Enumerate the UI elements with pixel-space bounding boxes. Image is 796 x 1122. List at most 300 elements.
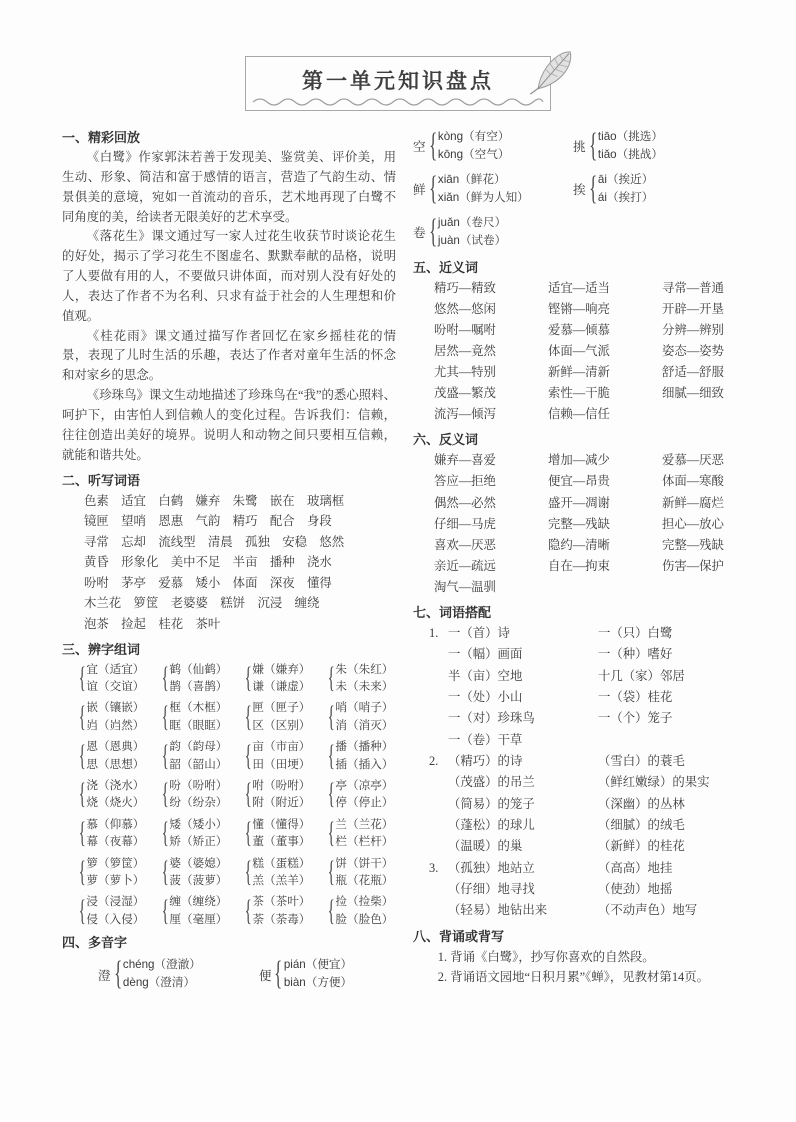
bianzi-word: 思（思想） <box>86 757 145 771</box>
recite-item: 1. 背诵《白鹭》，抄写你喜欢的自然段。 <box>437 949 655 964</box>
bianzi-pair <box>163 777 246 812</box>
left-brace-icon: { <box>327 854 335 888</box>
left-brace-icon: { <box>78 777 86 811</box>
bianzi-pair <box>163 661 246 696</box>
antonym-pair: 担心—放心 <box>662 516 724 531</box>
left-brace-icon: { <box>588 126 597 164</box>
bianzi-pair <box>246 816 329 851</box>
bianzi-word: 停（停止） <box>335 796 394 810</box>
bianzi-pair-words <box>169 855 227 890</box>
synonym-pair: 开辟—开垦 <box>662 301 724 316</box>
duoyin-char: 澄 <box>98 968 111 983</box>
collocation-row <box>429 687 772 708</box>
antonym-line <box>434 471 772 492</box>
bianzi-pair-words <box>169 777 227 812</box>
bianzi-word: 浸（浸湿） <box>86 895 145 909</box>
duoyin-readings <box>598 171 653 207</box>
bianzi-pair <box>246 738 329 773</box>
title-area <box>0 0 796 111</box>
bianzi-word: 慕（仰慕） <box>86 817 145 831</box>
synonym-pair: 姿态—姿势 <box>662 344 724 359</box>
synonym-line <box>434 383 772 404</box>
collocation-item: （轻易）地钻出来 <box>448 903 548 918</box>
collocation-item: （蓬松）的球儿 <box>448 817 535 832</box>
duoyin-reading: ái（挨打） <box>597 190 654 204</box>
synonym-pair: 寻常—普通 <box>662 280 724 295</box>
collocation-number: 1. <box>429 625 439 640</box>
duoyin-reading: tiǎo（挑战） <box>597 147 663 161</box>
duoyin-reading: kòng（有空） <box>437 130 510 143</box>
bianzi-pair-words <box>335 777 393 812</box>
section-heading-synonyms: 五、近义词 <box>413 259 479 275</box>
bianzi-pair <box>80 738 163 773</box>
antonym-pair: 亲近—疏远 <box>434 558 496 573</box>
collocation-item: 一（卷）干草 <box>448 732 523 747</box>
synonym-pair: 流泻—倾泻 <box>434 407 496 422</box>
antonym-pair: 淘气—温驯 <box>434 579 496 594</box>
duoyin-left <box>98 956 396 992</box>
antonym-line <box>434 556 772 577</box>
collocation-row <box>429 900 772 921</box>
wavy-underline <box>252 97 544 107</box>
duoyin-item <box>573 171 733 207</box>
collocation-item: （不动声色）地写 <box>598 903 698 918</box>
antonym-line <box>434 450 772 471</box>
left-brace-icon: { <box>244 854 252 888</box>
bianzi-word: 捡（捡柴） <box>335 895 394 909</box>
bianzi-word: 羔（羔羊） <box>252 873 311 887</box>
left-brace-icon: { <box>78 893 86 927</box>
bianzi-word: 播（播种） <box>335 740 394 754</box>
bianzi-pair <box>163 893 246 928</box>
bianzi-word: 韵（韵母） <box>169 740 228 754</box>
antonym-pair: 答应—拒绝 <box>434 474 496 489</box>
bianzi-row <box>80 661 396 696</box>
collocation-row <box>429 666 772 687</box>
antonym-pair: 仔细—马虎 <box>434 516 496 531</box>
duoyin-right <box>413 128 772 250</box>
antonym-pair: 嫌弃—喜爱 <box>434 453 496 468</box>
left-brace-icon: { <box>428 126 437 164</box>
left-brace-icon: { <box>78 854 86 888</box>
collocation-item: （精巧）的诗 <box>448 753 523 768</box>
section-heading-duoyin: 四、多音字 <box>62 935 128 951</box>
collocation-row <box>429 772 772 793</box>
bianzi-row <box>80 777 396 812</box>
left-brace-icon: { <box>161 893 169 927</box>
collocation-number <box>429 644 448 665</box>
bianzi-word: 兰（兰花） <box>335 817 394 831</box>
section-heading-dictation: 二、听写词语 <box>62 472 141 488</box>
section-heading-recite: 八、背诵或背写 <box>413 928 505 944</box>
recap-paragraphs <box>62 148 396 466</box>
bianzi-rows <box>62 661 396 928</box>
title-box <box>245 56 551 111</box>
bianzi-word: 哨（哨子） <box>335 701 394 715</box>
right-column <box>408 123 772 999</box>
bianzi-pair <box>329 661 412 696</box>
collocation-item: 一（种）嗜好 <box>598 647 673 662</box>
synonym-pair: 舒适—舒服 <box>662 365 724 380</box>
bianzi-row <box>80 699 396 734</box>
duoyin-reading: xiǎn（鲜为人知） <box>437 190 529 204</box>
bianzi-pair-words <box>169 661 227 696</box>
antonym-pair: 伤害—保护 <box>662 558 724 573</box>
bianzi-pair <box>329 893 412 928</box>
bianzi-pair-words <box>335 816 393 851</box>
bianzi-word: 烧（烧火） <box>86 796 145 810</box>
collocation-number <box>429 794 448 815</box>
bianzi-pair-words <box>86 661 144 696</box>
duoyin-char: 卷 <box>413 226 426 241</box>
left-brace-icon: { <box>244 738 252 772</box>
left-brace-icon: { <box>274 955 283 993</box>
bianzi-pair <box>329 816 412 851</box>
bianzi-pair <box>80 661 163 696</box>
bianzi-row <box>80 855 396 890</box>
duoyin-item <box>98 956 201 992</box>
page-title: 第一单元知识盘点 <box>302 70 494 93</box>
left-brace-icon: { <box>161 738 169 772</box>
left-brace-icon: { <box>161 854 169 888</box>
bianzi-pair <box>246 855 329 890</box>
collocation-number <box>429 815 448 836</box>
bianzi-word: 消（消灭） <box>335 718 394 732</box>
synonym-pair: 信赖—信任 <box>548 407 610 422</box>
collocation-row <box>429 794 772 815</box>
recap-paragraph: 《白鹭》作家郭沫若善于发现美、鉴赏美、评价美，用生动、形象、简洁和富于感情的语言，营造了气韵生动、情景俱美的意境，宛如一首流动的音乐，艺术地再现了白鹭不同角度的美，给读者无限美好的艺术享受。 <box>62 150 396 224</box>
antonym-pair: 盛开—凋谢 <box>548 495 610 510</box>
antonym-line <box>434 535 772 556</box>
collocation-item: 一（幅）画面 <box>448 647 523 662</box>
bianzi-pair-words <box>86 893 144 928</box>
bianzi-word: 宜（适宜） <box>86 662 145 676</box>
collocation-row <box>429 879 772 900</box>
collocation-row <box>429 623 772 644</box>
bianzi-word: 萝（萝卜） <box>86 873 145 887</box>
bianzi-word: 饼（饼干） <box>335 856 394 870</box>
bianzi-pair-words <box>335 855 393 890</box>
bianzi-word: 荼（荼毒） <box>252 912 311 926</box>
duoyin-readings <box>123 956 201 992</box>
left-brace-icon: { <box>327 777 335 811</box>
bianzi-word: 亭（凉亭） <box>335 779 394 792</box>
left-brace-icon: { <box>113 955 122 993</box>
duoyin-item <box>413 128 573 164</box>
bianzi-pair-words <box>86 699 144 734</box>
collocation-item: 一（处）小山 <box>448 689 523 704</box>
left-brace-icon: { <box>161 816 169 850</box>
bianzi-word: 菠（菠萝） <box>169 873 228 887</box>
bianzi-word: 鹊（喜鹊） <box>169 680 228 694</box>
bianzi-pair-words <box>169 738 227 773</box>
duoyin-reading: chéng（澄澈） <box>122 958 201 972</box>
left-brace-icon: { <box>161 699 169 733</box>
duoyin-reading: tiāo（挑选） <box>597 130 663 143</box>
duoyin-item <box>413 214 573 250</box>
bianzi-word: 亩（市亩） <box>252 740 311 754</box>
collocation-item: （高高）地挂 <box>598 860 673 875</box>
bianzi-pair-words <box>252 855 310 890</box>
duoyin-reading: biàn（方便） <box>283 976 353 990</box>
bianzi-word: 附（附近） <box>252 796 311 810</box>
recite-items <box>413 947 772 988</box>
bianzi-word: 嫌（嫌弃） <box>252 662 311 676</box>
collocation-item: 十几（家）邻居 <box>598 668 685 683</box>
bianzi-word: 框（木框） <box>169 701 228 715</box>
bianzi-pair <box>329 738 412 773</box>
bianzi-word: 浇（浇水） <box>86 779 145 792</box>
bianzi-word: 瓶（花瓶） <box>335 873 394 887</box>
bianzi-pair-words <box>252 893 310 928</box>
left-brace-icon: { <box>78 738 86 772</box>
feather-icon <box>522 41 584 107</box>
bianzi-pair <box>80 855 163 890</box>
collocation-row <box>429 751 772 772</box>
collocation-number: 2. <box>429 753 439 768</box>
bianzi-pair-words <box>86 777 144 812</box>
collocation-item: （茂盛）的吊兰 <box>448 775 535 790</box>
duoyin-char: 鲜 <box>413 183 426 198</box>
antonym-line <box>434 514 772 535</box>
collocation-number <box>429 900 448 921</box>
left-brace-icon: { <box>588 169 597 207</box>
bianzi-pair <box>80 777 163 812</box>
bianzi-pair <box>163 855 246 890</box>
collocation-groups <box>413 623 772 922</box>
synonym-pair: 居然—竟然 <box>434 344 496 359</box>
left-brace-icon: { <box>428 212 437 250</box>
bianzi-word: 矫（矫正） <box>169 835 228 849</box>
duoyin-item <box>259 956 352 992</box>
bianzi-word: 缠（缠绕） <box>169 895 228 909</box>
left-brace-icon: { <box>78 699 86 733</box>
collocation-item: （鲜红嫩绿）的果实 <box>598 775 710 790</box>
collocation-item: 一（只）白鹭 <box>598 625 673 640</box>
bianzi-row <box>80 816 396 851</box>
collocation-item: 一（个）笼子 <box>598 711 673 726</box>
left-brace-icon: { <box>327 738 335 772</box>
bianzi-pair <box>329 699 412 734</box>
collocation-row <box>429 708 772 729</box>
bianzi-pair-words <box>335 699 393 734</box>
bianzi-row <box>80 738 396 773</box>
duoyin-reading: xiān（鲜花） <box>437 172 506 186</box>
antonym-pair: 便宜—昂贵 <box>548 474 610 489</box>
section-heading-recap: 一、精彩回放 <box>62 130 141 145</box>
synonym-line <box>434 278 772 299</box>
left-brace-icon: { <box>244 816 252 850</box>
bianzi-word: 矮（矮小） <box>169 817 228 831</box>
recap-paragraph: 《落花生》课文通过写一家人过花生收获节时谈论花生的好处，揭示了学习花生不图虚名、默默奉献的品格，说明了人要做有用的人，不要做只讲体面，而对别人没有好处的人，表达了作者不为名利、只求有益于社会的人生理想和价值观。 <box>62 229 396 323</box>
bianzi-pair <box>163 699 246 734</box>
bianzi-pair-words <box>252 777 310 812</box>
duoyin-char: 空 <box>413 140 426 155</box>
bianzi-pair <box>80 699 163 734</box>
left-brace-icon: { <box>327 661 335 695</box>
duoyin-reading: āi（挨近） <box>597 172 654 186</box>
synonym-pair: 分辨—辨别 <box>662 322 724 337</box>
left-brace-icon: { <box>78 661 86 695</box>
collocation-number <box>429 836 448 857</box>
collocation-number <box>429 879 448 900</box>
left-brace-icon: { <box>327 816 335 850</box>
bianzi-word: 吩（吩咐） <box>169 779 228 792</box>
duoyin-row <box>413 214 772 250</box>
left-brace-icon: { <box>327 893 335 927</box>
left-brace-icon: { <box>327 699 335 733</box>
bianzi-pair-words <box>252 661 310 696</box>
collocation-row <box>429 836 772 857</box>
synonym-pair: 茂盛—繁茂 <box>434 386 496 401</box>
antonym-pair: 完整—残缺 <box>662 537 724 552</box>
left-brace-icon: { <box>161 661 169 695</box>
bianzi-word: 谊（交谊） <box>86 680 145 694</box>
bianzi-pair-words <box>169 893 227 928</box>
bianzi-pair <box>329 777 412 812</box>
bianzi-pair-words <box>86 855 144 890</box>
duoyin-row <box>413 171 772 207</box>
duoyin-readings <box>438 214 506 250</box>
bianzi-pair <box>246 777 329 812</box>
collocation-item: （温暖）的巢 <box>448 839 523 854</box>
bianzi-word: 董（董事） <box>252 835 311 849</box>
collocation-row <box>429 815 772 836</box>
recite-item: 2. 背诵语文园地“日积月累”《蝉》，见教材第14页。 <box>437 969 709 984</box>
synonym-pair: 索性—干脆 <box>548 386 610 401</box>
bianzi-word: 幕（夜幕） <box>86 835 145 849</box>
collocation-row <box>429 644 772 665</box>
collocation-item: （使劲）地摇 <box>598 881 673 896</box>
bianzi-pair <box>246 661 329 696</box>
collocation-item: 一（袋）桂花 <box>598 689 673 704</box>
duoyin-char: 挑 <box>573 140 586 155</box>
bianzi-pair-words <box>252 816 310 851</box>
antonym-pair: 增加—减少 <box>548 453 610 468</box>
synonym-pair: 尤其—特别 <box>434 365 496 380</box>
antonym-line <box>434 577 772 598</box>
duoyin-readings <box>438 128 510 164</box>
left-brace-icon: { <box>78 816 86 850</box>
bianzi-pair-words <box>252 699 310 734</box>
bianzi-word: 栏（栏杆） <box>335 835 394 849</box>
bianzi-word: 朱（朱红） <box>335 662 394 676</box>
left-brace-icon: { <box>244 661 252 695</box>
section-heading-antonyms: 六、反义词 <box>413 432 479 448</box>
collocation-number <box>429 666 448 687</box>
collocation-item: 一（首）诗 <box>448 625 510 640</box>
synonym-lines <box>413 278 772 426</box>
bianzi-pair-words <box>86 816 144 851</box>
collocation-item: 一（对）珍珠鸟 <box>448 711 535 726</box>
bianzi-pair <box>163 816 246 851</box>
collocation-item: （雪白）的蓑毛 <box>598 753 685 768</box>
bianzi-row <box>80 893 396 928</box>
collocation-item: （深幽）的丛林 <box>598 796 685 811</box>
synonym-pair: 体面—气派 <box>548 344 610 359</box>
dictation-lines <box>62 491 396 635</box>
left-brace-icon: { <box>244 777 252 811</box>
bianzi-word: 区（区别） <box>252 718 311 732</box>
recap-paragraph: 《桂花雨》课文通过描写作者回忆在家乡摇桂花的情景，表现了儿时生活的乐趣，表达了作者对童年生活的怀念和对家乡的思念。 <box>62 328 396 383</box>
left-brace-icon: { <box>244 893 252 927</box>
collocation-item: （新鲜）的桂花 <box>598 839 685 854</box>
collocation-item: （孤独）地站立 <box>448 860 535 875</box>
dictation-line: 泡茶 捡起 桂花 茶叶 <box>84 617 221 632</box>
antonym-pair: 隐约—清晰 <box>548 537 610 552</box>
bianzi-pair <box>80 816 163 851</box>
bianzi-pair <box>246 699 329 734</box>
bianzi-pair-words <box>169 816 227 851</box>
bianzi-pair-words <box>86 738 144 773</box>
bianzi-word: 未（未来） <box>335 680 394 694</box>
bianzi-word: 糕（蛋糕） <box>252 856 311 870</box>
left-brace-icon: { <box>161 777 169 811</box>
bianzi-word: 插（插入） <box>335 757 394 771</box>
bianzi-pair-words <box>335 893 393 928</box>
bianzi-word: 恩（恩典） <box>86 740 145 754</box>
bianzi-word: 脸（脸色） <box>335 912 394 926</box>
duoyin-char: 便 <box>258 968 272 983</box>
duoyin-item <box>573 128 733 164</box>
collocation-item: （简易）的笼子 <box>448 796 535 811</box>
bianzi-pair-words <box>335 661 393 696</box>
bianzi-pair-words <box>335 738 393 773</box>
dictation-line: 吩咐 茅亭 爱慕 矮小 体面 深夜 懂得 <box>84 575 332 590</box>
duoyin-reading: kōng（空气） <box>437 147 510 161</box>
synonym-line <box>434 341 772 362</box>
left-brace-icon: { <box>428 169 437 207</box>
bianzi-pair <box>329 855 412 890</box>
antonym-pair: 喜欢—厌恶 <box>434 537 496 552</box>
duoyin-row <box>413 128 772 164</box>
bianzi-word: 田（田埂） <box>252 757 311 771</box>
two-column-layout <box>0 111 796 999</box>
duoyin-readings <box>438 171 529 207</box>
synonym-pair: 吩咐—嘱咐 <box>434 322 496 337</box>
bianzi-word: 韶（韶山） <box>169 757 228 771</box>
duoyin-readings <box>284 956 352 992</box>
bianzi-pair <box>80 893 163 928</box>
left-column <box>62 123 396 999</box>
section-heading-bianzi: 三、辨字组词 <box>62 641 141 657</box>
synonym-pair: 铿锵—响亮 <box>548 301 610 316</box>
collocation-row <box>429 730 772 751</box>
duoyin-reading: juàn（试卷） <box>437 233 507 247</box>
antonym-line <box>434 493 772 514</box>
synonym-pair: 悠然—悠闲 <box>434 301 496 316</box>
antonym-pair: 体面—寒酸 <box>662 474 724 489</box>
antonym-pair: 新鲜—腐烂 <box>662 495 724 510</box>
bianzi-word: 婆（婆媳） <box>169 856 228 870</box>
duoyin-reading: dèng（澄清） <box>122 976 196 990</box>
dictation-line: 黄昏 形象化 美中不足 半亩 播种 浇水 <box>84 555 332 570</box>
bianzi-pair <box>246 893 329 928</box>
duoyin-item <box>413 171 573 207</box>
dictation-line: 镜匣 望哨 恩惠 气韵 精巧 配合 身段 <box>84 514 332 529</box>
synonym-pair: 精巧—精致 <box>434 280 496 295</box>
bianzi-word: 厘（毫厘） <box>169 912 228 926</box>
collocation-item: （细腻）的绒毛 <box>598 817 685 832</box>
bianzi-pair-words <box>252 738 310 773</box>
collocation-item: （仔细）地寻找 <box>448 881 535 896</box>
collocation-row <box>429 858 772 879</box>
collocation-number <box>429 687 448 708</box>
bianzi-word: 嵌（镶嵌） <box>86 701 145 715</box>
bianzi-word: 鹤（仙鹤） <box>169 662 228 676</box>
bianzi-word: 纷（纷杂） <box>169 796 228 810</box>
bianzi-word: 茶（茶叶） <box>252 895 311 909</box>
